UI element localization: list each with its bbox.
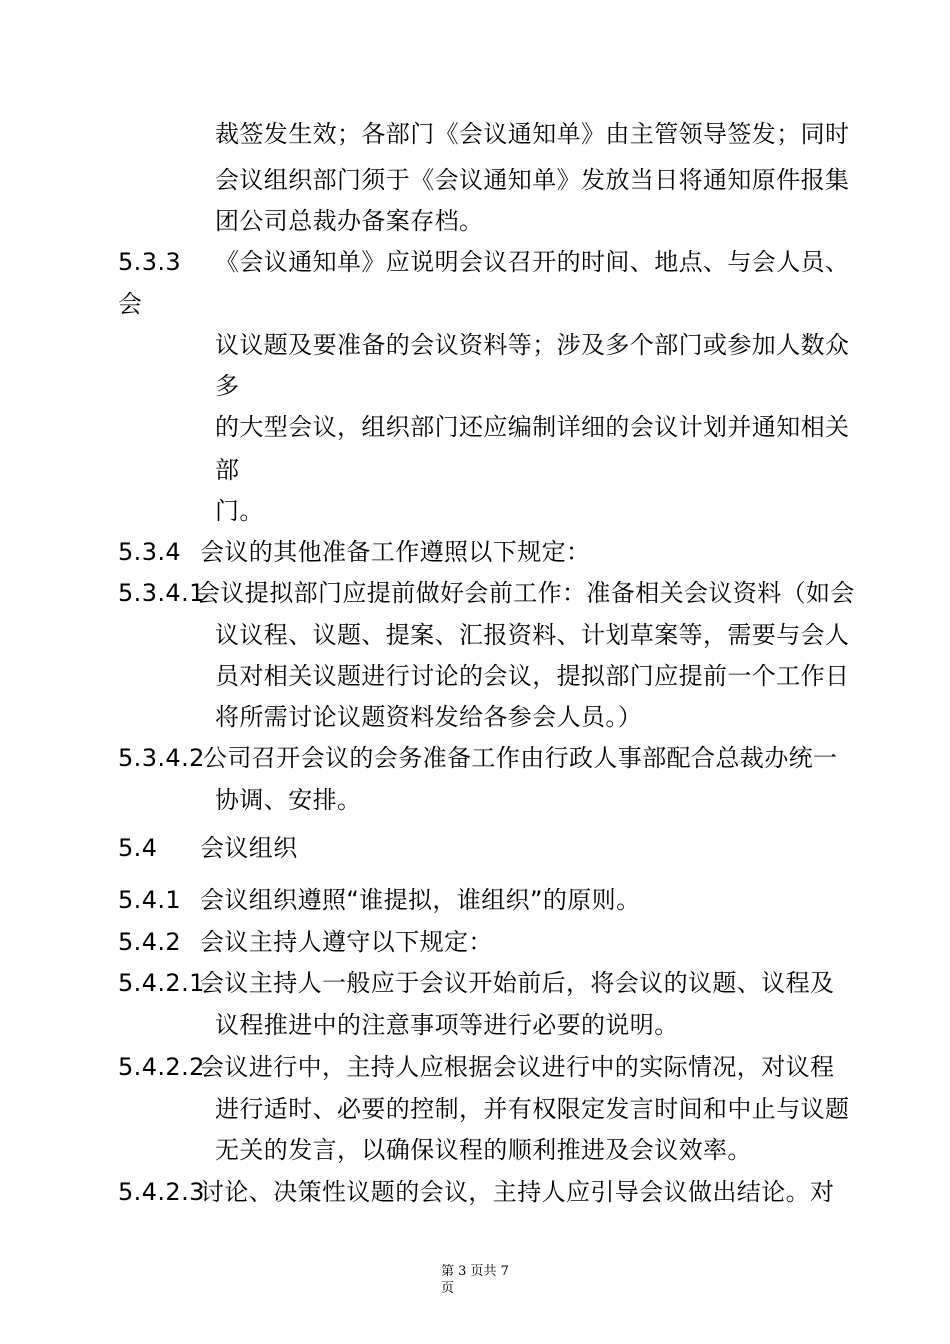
- paragraph-line: 会: [118, 290, 143, 318]
- paragraph-line: 协调、安排。: [215, 786, 362, 814]
- section-number: 5.3.4: [118, 538, 182, 566]
- paragraph-line: 议议程、议题、提案、汇报资料、计划草案等，需要与会人: [215, 621, 850, 649]
- section-number: 5.4.2.1: [118, 969, 205, 997]
- paragraph-line: 员对相关议题进行讨论的会议，提拟部门应提前一个工作日: [215, 662, 850, 690]
- section-number: 5.4.1: [118, 886, 182, 914]
- paragraph-line: 会议组织遵照“谁提拟，谁组织”的原则。: [200, 886, 641, 914]
- paragraph-line: 会议组织: [200, 834, 298, 862]
- page-footer-line-2: 页: [441, 1281, 455, 1296]
- section-number: 5.3.4.1: [118, 579, 205, 607]
- paragraph-line: 议程推进中的注意事项等进行必要的说明。: [215, 1011, 679, 1039]
- section-number: 5.4.2: [118, 928, 182, 956]
- section-number: 5.3.3: [118, 248, 182, 276]
- paragraph-line: 会议主持人一般应于会议开始前后，将会议的议题、议程及: [200, 969, 835, 997]
- section-number: 5.4: [118, 834, 158, 862]
- paragraph-line: 的大型会议，组织部门还应编制详细的会议计划并通知相关: [215, 413, 850, 441]
- paragraph-line: 会议的其他准备工作遵照以下规定：: [200, 538, 591, 566]
- paragraph-line: 无关的发言，以确保议程的顺利推进及会议效率。: [215, 1136, 752, 1164]
- section-number: 5.4.2.3: [118, 1178, 205, 1206]
- paragraph-line: 部: [215, 456, 240, 484]
- paragraph-line: 进行适时、必要的控制，并有权限定发言时间和中止与议题: [215, 1095, 850, 1123]
- paragraph-line: 团公司总裁办备案存档。: [215, 207, 484, 235]
- paragraph-line: 裁签发生效；各部门《会议通知单》由主管领导签发；同时: [215, 120, 850, 148]
- section-number: 5.4.2.2: [118, 1053, 205, 1081]
- page-footer-line-1: 第 3 页共 7: [441, 1264, 509, 1279]
- paragraph-line: 门。: [215, 497, 264, 525]
- paragraph-line: 会议主持人遵守以下规定：: [200, 928, 493, 956]
- paragraph-line: 会议组织部门须于《会议通知单》发放当日将通知原件报集: [215, 166, 850, 194]
- paragraph-line: 公司召开会议的会务准备工作由行政人事部配合总裁办统一: [203, 744, 838, 772]
- paragraph-line: 议议题及要准备的会议资料等；涉及多个部门或参加人数众: [215, 331, 850, 359]
- section-number: 5.3.4.2: [118, 744, 205, 772]
- paragraph-line: 多: [215, 372, 240, 400]
- paragraph-line: 将所需讨论议题资料发给各参会人员。）: [215, 703, 643, 731]
- paragraph-line: 会议提拟部门应提前做好会前工作：准备相关会议资料（如会: [196, 579, 855, 607]
- paragraph-line: 会议进行中，主持人应根据会议进行中的实际情况，对议程: [200, 1053, 835, 1081]
- paragraph-line: 《会议通知单》应说明会议召开的时间、地点、与会人员、: [215, 248, 850, 276]
- paragraph-line: 讨论、决策性议题的会议，主持人应引导会议做出结论。对: [200, 1178, 835, 1206]
